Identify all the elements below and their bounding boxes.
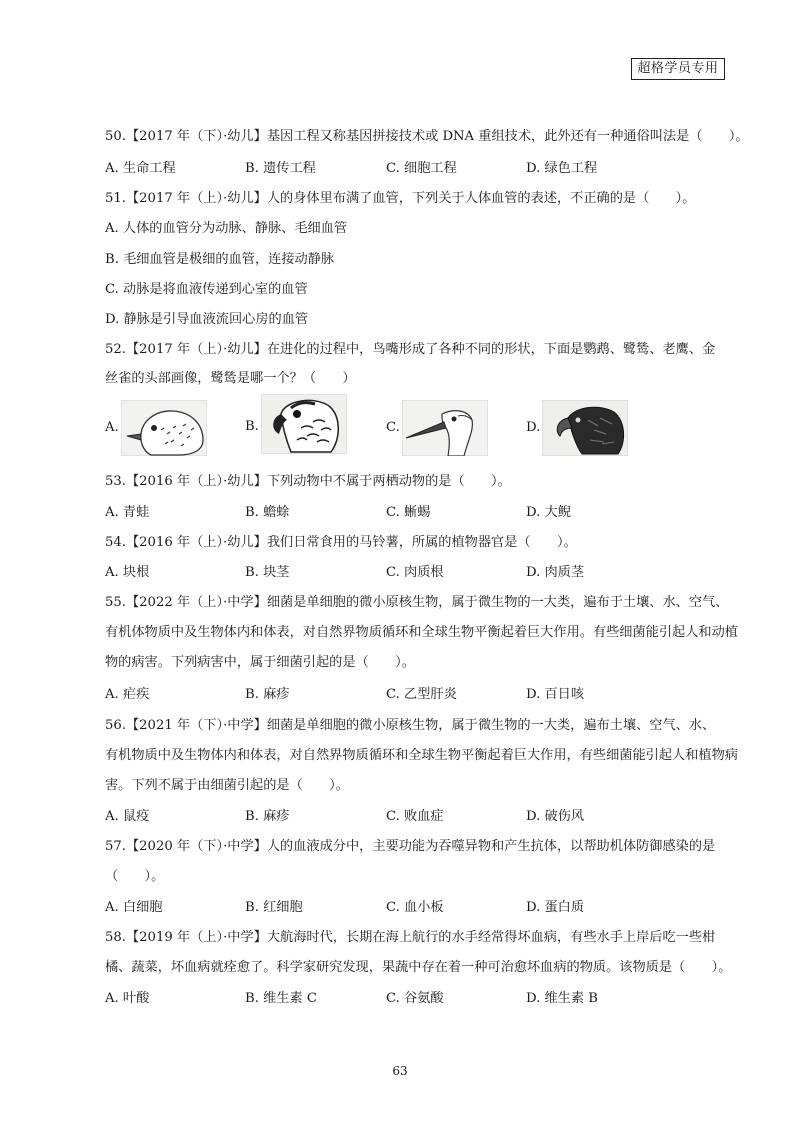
- option-a: A. 鼠疫: [105, 809, 150, 824]
- question-57-stem-line-1: 57.【2020 年（下）·中学】人的血液成分中，主要功能为吞噬异物和产生抗体，以帮助机体防御感染的是: [105, 839, 716, 854]
- question-50-options: [105, 159, 705, 179]
- parrot-head-drawing-icon: [261, 394, 347, 454]
- option-b: B. 麻疹: [245, 809, 290, 824]
- option-b: B.: [245, 400, 347, 454]
- option-c: C. 蜥蜴: [386, 505, 431, 520]
- question-52-stem-line-1: 52.【2017 年（上）·幼儿】在进化的过程中，鸟嘴形成了各种不同的形状，下面是鹦鹉、鹭鸶、老鹰、金: [105, 342, 716, 357]
- question-51-stem: 51.【2017 年（上）·幼儿】人的身体里布满了血管，下列关于人体血管的表述，不正确的是（ ）。: [105, 191, 696, 206]
- option-b: B. 维生素 C: [245, 991, 317, 1006]
- question-55-options: [105, 685, 705, 705]
- option-b: B. 遗传工程: [245, 161, 316, 176]
- question-55-stem-line-3: 物的病害。下列病害中，属于细菌引起的是（ ）。: [105, 655, 415, 670]
- question-56-stem-line-1: 56.【2021 年（下）·中学】细菌是单细胞的微小原核生物，属于微生物的一大类，遍布土壤、空气、水、: [105, 718, 716, 733]
- question-51-option-b: B. 毛细血管是极细的血管，连接动静脉: [105, 252, 335, 267]
- option-c: C. 谷氨酸: [386, 991, 444, 1006]
- question-53-stem: 53.【2016 年（上）·幼儿】下列动物中不属于两栖动物的是（ ）。: [105, 474, 511, 489]
- question-50-stem: 50.【2017 年（下）·幼儿】基因工程又称基因拼接技术或 DNA 重组技术，此外还有一种通俗叫法是（ ）。: [105, 129, 749, 144]
- question-53-options: [105, 503, 705, 523]
- question-54-options: [105, 563, 705, 583]
- question-56-options: [105, 807, 705, 827]
- question-52-image-options: [105, 400, 705, 460]
- option-d: D. 大鲵: [526, 505, 571, 520]
- question-55-stem-line-2: 有机体物质中及生物体内和体表，对自然界物质循环和全球生物平衡起着巨大作用。有些细菌能引起人和动植: [105, 625, 738, 640]
- option-a: A. 叶酸: [105, 991, 150, 1006]
- option-a: A. 白细胞: [105, 900, 163, 915]
- eagle-head-drawing-icon: [542, 400, 628, 456]
- question-52-stem-line-2: 丝雀的头部画像，鹭鸶是哪一个？（ ）: [105, 371, 356, 386]
- question-51-option-a: A. 人体的血管分为动脉、静脉、毛细血管: [105, 221, 348, 236]
- option-d: D. 百日咳: [526, 687, 585, 702]
- option-d: D.: [526, 400, 628, 456]
- option-c: C.: [386, 400, 488, 456]
- heron-head-drawing-icon: [402, 400, 488, 456]
- option-a: A. 生命工程: [105, 161, 176, 176]
- option-c: C. 肉质根: [386, 565, 444, 580]
- question-57-stem-line-2: （ ）。: [105, 869, 165, 884]
- option-b: B. 红细胞: [245, 900, 303, 915]
- question-58-options: [105, 989, 705, 1009]
- option-a: A. 疟疾: [105, 687, 150, 702]
- option-d: D. 蛋白质: [526, 900, 585, 915]
- option-d: D. 肉质茎: [526, 565, 585, 580]
- option-d: D. 破伤风: [526, 809, 585, 824]
- option-a: A.: [105, 400, 207, 456]
- option-c: C. 细胞工程: [386, 161, 457, 176]
- student-only-badge: 超格学员专用: [631, 58, 725, 80]
- option-a: A. 块根: [105, 565, 150, 580]
- question-56-stem-line-3: 害。下列不属于由细菌引起的是（ ）。: [105, 778, 349, 793]
- page-number: 63: [392, 1064, 408, 1078]
- question-58-stem-line-1: 58.【2019 年（上）·中学】大航海时代，长期在海上航行的水手经常得坏血病，有些水手上岸后吃一些柑: [105, 930, 716, 945]
- sparrow-head-drawing-icon: [121, 400, 207, 456]
- question-51-option-d: D. 静脉是引导血液流回心房的血管: [105, 312, 309, 327]
- option-d: D. 维生素 B: [526, 991, 598, 1006]
- question-57-options: [105, 898, 705, 918]
- question-54-stem: 54.【2016 年（上）·幼儿】我们日常食用的马铃薯，所属的植物器官是（ ）。: [105, 535, 577, 550]
- question-58-stem-line-2: 橘、蔬菜，坏血病就痊愈了。科学家研究发现，果蔬中存在着一种可治愈坏血病的物质。该物质是（ ）。: [105, 960, 732, 975]
- option-c: C. 血小板: [386, 900, 444, 915]
- option-d: D. 绿色工程: [526, 161, 598, 176]
- question-56-stem-line-2: 有机物质中及生物体内和体表，对自然界物质循环和全球生物平衡起着巨大作用，有些细菌能引起人和植物病: [105, 748, 738, 763]
- option-b: B. 麻疹: [245, 687, 290, 702]
- option-c: C. 乙型肝炎: [386, 687, 457, 702]
- option-a: A. 青蛙: [105, 505, 150, 520]
- option-c: C. 败血症: [386, 809, 444, 824]
- option-b: B. 块茎: [245, 565, 290, 580]
- question-51-option-c: C. 动脉是将血液传递到心室的血管: [105, 282, 308, 297]
- question-55-stem-line-1: 55.【2022 年（上）·中学】细菌是单细胞的微小原核生物，属于微生物的一大类，遍布于土壤、水、空气、: [105, 595, 729, 610]
- option-b: B. 蟾蜍: [245, 505, 290, 520]
